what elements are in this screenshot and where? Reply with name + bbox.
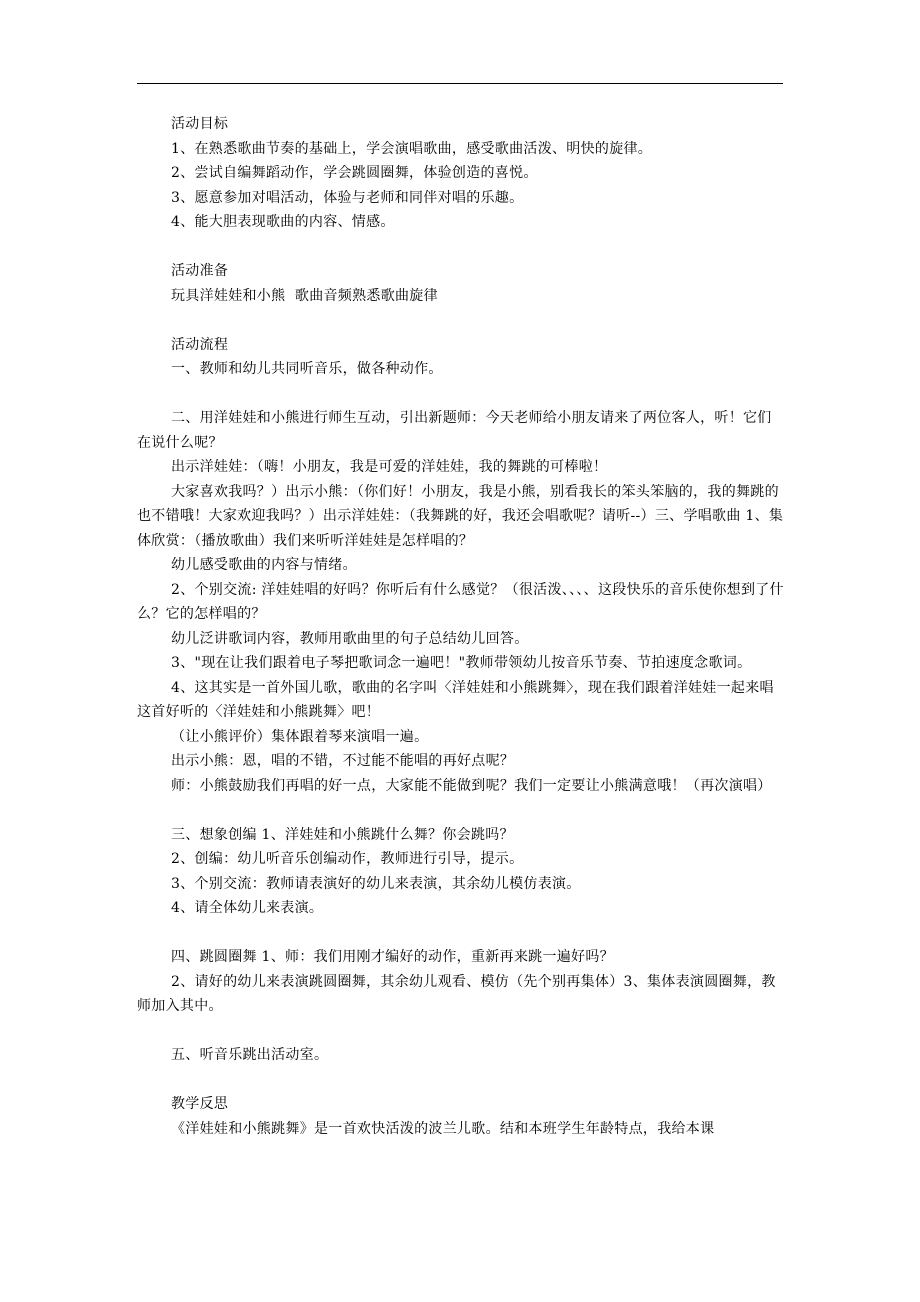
flow-step2-paragraph: 出示洋娃娃：（嗨！小朋友，我是可爱的洋娃娃，我的舞跳的可棒啦！ — [171, 459, 608, 475]
goal-item: 4、能大胆表现歌曲的内容、情感。 — [171, 214, 395, 230]
flow-step2-paragraph: 师：小熊鼓励我们再唱的好一点，大家能不能做到呢？我们一定要让小熊满意哦！（再次演唱） — [171, 777, 772, 794]
flow-step2-paragraph: 幼儿泛讲歌词内容，教师用歌曲里的句子总结幼儿回答。 — [171, 630, 529, 647]
flow-step3-paragraph: 3、个别交流：教师请表演好的幼儿来表演，其余幼儿模仿表演。 — [171, 875, 581, 892]
flow-step2-paragraph: 出示小熊：恩，唱的不错，不过能不能唱的再好点呢？ — [171, 753, 515, 769]
header-rule — [137, 83, 783, 84]
flow-step2-paragraph: 4、这其实是一首外国儿歌，歌曲的名字叫〈洋娃娃和小熊跳舞〉，现在我们跟着洋娃娃一起来唱这首好听的〈洋娃娃和小熊跳舞〉吧！ — [137, 679, 774, 720]
flow-step3-paragraph: 三、想象创编 1、洋娃娃和小熊跳什么舞？你会跳吗？ — [171, 826, 514, 843]
flow-step5: 五、听音乐跳出活动室。 — [171, 1047, 329, 1063]
flow-step2-paragraph: （让小熊评价）集体跟着琴来演唱一遍。 — [171, 728, 429, 745]
flow-step3-paragraph: 2、创编：幼儿听音乐创编动作，教师进行引导，提示。 — [171, 851, 524, 867]
reflection-text: 《洋娃娃和小熊跳舞》是一首欢快活泼的波兰儿歌。结和本班学生年龄特点，我给本课 — [171, 1120, 715, 1137]
goal-item: 3、愿意参加对唱活动，体验与老师和同伴对唱的乐趣。 — [171, 189, 524, 206]
document-body — [137, 112, 785, 1141]
flow-heading: 活动流程 — [171, 336, 229, 353]
goal-item: 2、尝试自编舞蹈动作，学会跳圆圈舞，体验创造的喜悦。 — [171, 165, 538, 181]
reflection-heading: 教学反思 — [171, 1096, 229, 1112]
flow-step2-paragraph: 2、个别交流: 洋娃娃唱的好吗？你听后有什么感觉？（很活泼、、、、这段快乐的音乐使你想到了什么？它的怎样唱的？ — [137, 581, 784, 622]
goal-heading: 活动目标 — [171, 116, 229, 132]
flow-step4-paragraph: 2、请好的幼儿来表演跳圆圈舞，其余幼儿观看、模仿（先个别再集体）3、集体表演圆圈舞，教师加入其中。 — [137, 973, 776, 1014]
flow-step2-paragraph: 二、用洋娃娃和小熊进行师生互动，引出新题师：今天老师给小朋友请来了两位客人，听！它们在说什么呢？ — [137, 410, 772, 451]
goal-item: 1、在熟悉歌曲节奏的基础上，学会演唱歌曲，感受歌曲活泼、明快的旋律。 — [171, 140, 653, 157]
flow-step3-paragraph: 4、请全体幼儿来表演。 — [171, 900, 324, 916]
flow-step2-paragraph: 大家喜欢我吗？）出示小熊：（你们好！小朋友，我是小熊，别看我长的笨头笨脑的，我的舞跳的也不错哦！大家欢迎我吗？）出示洋娃娃：（我舞跳的好，我还会唱歌呢？请听--）三、学唱歌曲 1、集体欣赏：（播放歌曲）我们来听听洋娃娃是怎样唱的？ — [137, 483, 784, 549]
flow-step2-paragraph: 幼儿感受歌曲的内容与情绪。 — [171, 557, 357, 573]
flow-step1: 一、教师和幼儿共同听音乐，做各种动作。 — [171, 361, 443, 377]
prep-heading: 活动准备 — [171, 263, 229, 279]
flow-step2-paragraph: 3、"现在让我们跟着电子琴把歌词念一遍吧！"教师带领幼儿按音乐节奏、节拍速度念歌词。 — [171, 655, 752, 671]
prep-text: 玩具洋娃娃和小熊 歌曲音频熟悉歌曲旋律 — [171, 287, 438, 304]
flow-step4-paragraph: 四、跳圆圈舞 1、师：我们用刚才编好的动作，重新再来跳一遍好吗？ — [171, 949, 614, 965]
